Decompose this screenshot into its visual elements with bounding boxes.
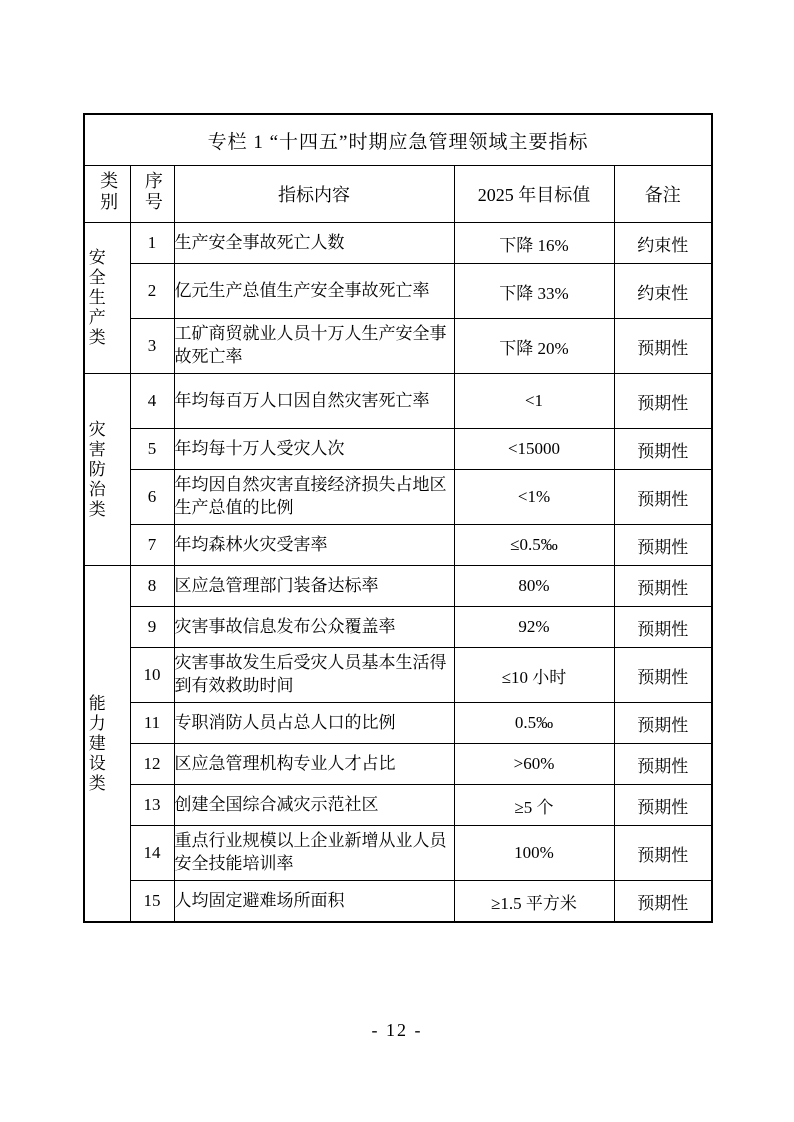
row-number: 5 <box>130 429 174 470</box>
header-remark: 备注 <box>614 166 712 223</box>
table-row <box>84 607 712 648</box>
row-number: 11 <box>130 703 174 744</box>
row-remark: 预期性 <box>614 566 712 607</box>
row-content: 区应急管理机构专业人才占比 <box>174 744 454 785</box>
header-index <box>130 166 174 223</box>
row-content: 创建全国综合减灾示范社区 <box>174 785 454 826</box>
row-remark: 预期性 <box>614 319 712 374</box>
row-remark: 约束性 <box>614 223 712 264</box>
row-content: 年均森林火灾受害率 <box>174 525 454 566</box>
category-label: 能力建设类 <box>85 693 105 794</box>
row-number: 10 <box>130 648 174 703</box>
row-target: 下降 33% <box>454 264 614 319</box>
row-number: 13 <box>130 785 174 826</box>
page-number: - 12 - <box>371 1020 423 1040</box>
header-index-label: 序号 <box>142 170 163 213</box>
row-remark: 预期性 <box>614 470 712 525</box>
row-target: >60% <box>454 744 614 785</box>
row-remark: 预期性 <box>614 607 712 648</box>
row-content: 年均因自然灾害直接经济损失占地区生产总值的比例 <box>174 470 454 525</box>
table-row <box>84 566 712 607</box>
row-target: <1% <box>454 470 614 525</box>
table-row <box>84 264 712 319</box>
category-label: 灾害防治类 <box>85 419 105 520</box>
row-number: 7 <box>130 525 174 566</box>
row-remark: 预期性 <box>614 648 712 703</box>
row-content: 人均固定避难场所面积 <box>174 881 454 923</box>
header-category <box>84 166 130 223</box>
row-target: ≥5 个 <box>454 785 614 826</box>
row-content: 年均每十万人受灾人次 <box>174 429 454 470</box>
row-number: 14 <box>130 826 174 881</box>
table-row <box>84 703 712 744</box>
row-target: 0.5‰ <box>454 703 614 744</box>
header-category-label: 类别 <box>98 170 119 213</box>
table-row <box>84 785 712 826</box>
row-number: 4 <box>130 374 174 429</box>
row-content: 年均每百万人口因自然灾害死亡率 <box>174 374 454 429</box>
category-label: 安全生产类 <box>85 248 105 348</box>
row-number: 8 <box>130 566 174 607</box>
row-content: 亿元生产总值生产安全事故死亡率 <box>174 264 454 319</box>
category-cell-disaster-prevention <box>84 374 130 566</box>
row-number: 3 <box>130 319 174 374</box>
table-row <box>84 429 712 470</box>
table-row <box>84 319 712 374</box>
table-row <box>84 223 712 264</box>
table-header-row <box>84 166 712 223</box>
indicators-table-wrapper <box>83 113 711 923</box>
row-target: ≤0.5‰ <box>454 525 614 566</box>
row-content: 专职消防人员占总人口的比例 <box>174 703 454 744</box>
row-target: <1 <box>454 374 614 429</box>
row-remark: 预期性 <box>614 785 712 826</box>
table-row <box>84 470 712 525</box>
row-content: 灾害事故信息发布公众覆盖率 <box>174 607 454 648</box>
row-remark: 预期性 <box>614 374 712 429</box>
table-row <box>84 744 712 785</box>
row-number: 15 <box>130 881 174 923</box>
indicators-table <box>83 113 713 923</box>
row-number: 6 <box>130 470 174 525</box>
row-content: 工矿商贸就业人员十万人生产安全事故死亡率 <box>174 319 454 374</box>
row-target: 下降 16% <box>454 223 614 264</box>
row-number: 9 <box>130 607 174 648</box>
category-cell-safety-production <box>84 223 130 374</box>
table-row <box>84 648 712 703</box>
table-row <box>84 826 712 881</box>
header-target: 2025 年目标值 <box>454 166 614 223</box>
row-remark: 预期性 <box>614 703 712 744</box>
category-cell-capacity-building <box>84 566 130 923</box>
row-target: ≤10 小时 <box>454 648 614 703</box>
row-content: 灾害事故发生后受灾人员基本生活得到有效救助时间 <box>174 648 454 703</box>
row-target: 下降 20% <box>454 319 614 374</box>
table-row <box>84 525 712 566</box>
row-remark: 预期性 <box>614 826 712 881</box>
row-remark: 预期性 <box>614 525 712 566</box>
row-target: <15000 <box>454 429 614 470</box>
row-number: 12 <box>130 744 174 785</box>
row-target: 80% <box>454 566 614 607</box>
table-caption: 专栏 1 “十四五”时期应急管理领域主要指标 <box>84 114 712 166</box>
page-footer <box>0 1020 794 1041</box>
row-target: 92% <box>454 607 614 648</box>
row-remark: 预期性 <box>614 881 712 923</box>
table-row <box>84 374 712 429</box>
row-remark: 约束性 <box>614 264 712 319</box>
row-content: 重点行业规模以上企业新增从业人员安全技能培训率 <box>174 826 454 881</box>
header-content: 指标内容 <box>174 166 454 223</box>
row-content: 区应急管理部门装备达标率 <box>174 566 454 607</box>
row-number: 2 <box>130 264 174 319</box>
row-target: 100% <box>454 826 614 881</box>
row-target: ≥1.5 平方米 <box>454 881 614 923</box>
row-number: 1 <box>130 223 174 264</box>
row-remark: 预期性 <box>614 429 712 470</box>
row-content: 生产安全事故死亡人数 <box>174 223 454 264</box>
row-remark: 预期性 <box>614 744 712 785</box>
table-caption-row <box>84 114 712 166</box>
table-row <box>84 881 712 923</box>
